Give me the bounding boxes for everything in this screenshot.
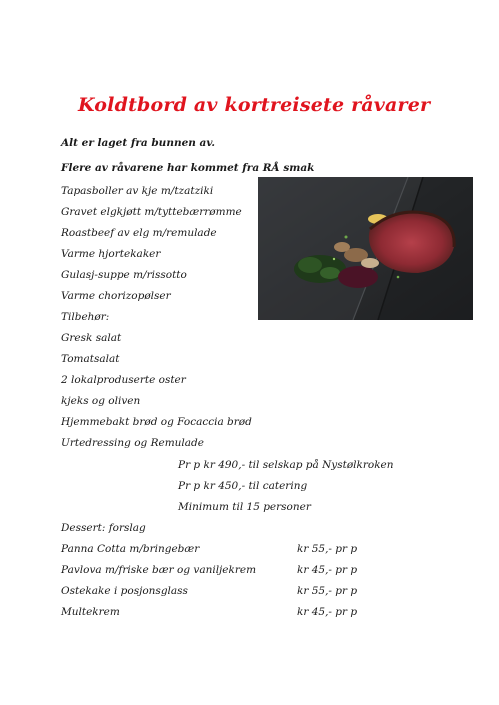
menu-item: kjeks og oliven	[61, 395, 141, 407]
menu-item: Varme chorizopølser	[61, 290, 171, 302]
menu-item: Varme hjortekaker	[61, 248, 161, 260]
menu-item: Tapasboller av kje m/tzatziki	[61, 185, 214, 197]
dessert-name: Multekrem	[61, 606, 120, 618]
minimum-guests: Minimum til 15 personer	[178, 501, 311, 513]
food-photo	[258, 177, 473, 320]
menu-item: Gresk salat	[61, 332, 122, 344]
price-venue: Pr p kr 490,- til selskap på Nystølkroken	[178, 459, 394, 471]
menu-item: Hjemmebakt brød og Focaccia brød	[61, 416, 252, 428]
menu-item: 2 lokalproduserte oster	[61, 374, 186, 386]
subtitle-from-scratch: Alt er laget fra bunnen av.	[61, 137, 216, 149]
subtitle-ingredients-source: Flere av råvarene har kommet fra RÅ smak	[61, 162, 315, 174]
menu-item: Urtedressing og Remulade	[61, 437, 204, 449]
plated-dish-image	[258, 177, 473, 320]
page-title: Koldtbord av kortreisete råvarer	[78, 94, 431, 116]
price-catering: Pr p kr 450,- til catering	[178, 480, 308, 492]
menu-item: Tomatsalat	[61, 353, 120, 365]
dessert-name: Ostekake i posjonsglass	[61, 585, 188, 597]
accompaniments-heading: Tilbehør:	[61, 311, 110, 323]
dessert-price: kr 55,- pr p	[297, 543, 358, 555]
dessert-price: kr 45,- pr p	[297, 606, 358, 618]
dessert-price: kr 55,- pr p	[297, 585, 358, 597]
menu-item: Gulasj-suppe m/rissotto	[61, 269, 187, 281]
dessert-price: kr 45,- pr p	[297, 564, 358, 576]
dessert-name: Panna Cotta m/bringebær	[61, 543, 200, 555]
dessert-name: Pavlova m/friske bær og vaniljekrem	[61, 564, 257, 576]
menu-item: Roastbeef av elg m/remulade	[61, 227, 217, 239]
menu-item: Gravet elgkjøtt m/tyttebærrømme	[61, 206, 242, 218]
dessert-heading: Dessert: forslag	[61, 522, 146, 534]
